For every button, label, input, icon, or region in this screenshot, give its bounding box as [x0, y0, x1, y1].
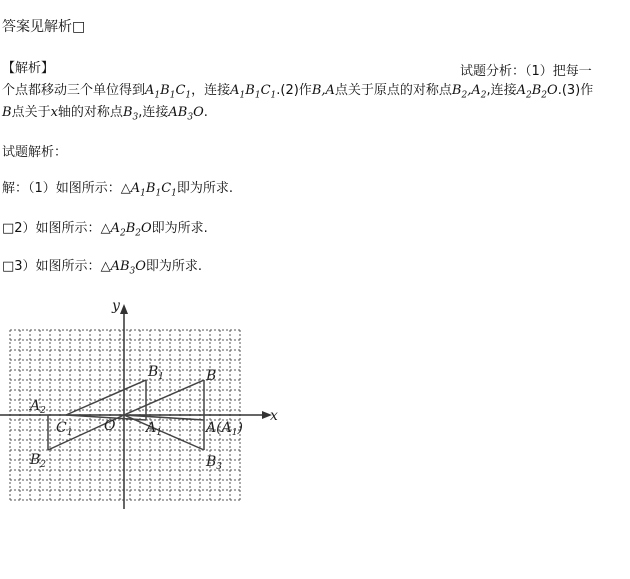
text-segment: 即为所求.	[176, 181, 234, 196]
math-a2b2o: $A_2B_2O$	[516, 83, 558, 101]
text-segment: 点关于	[11, 105, 51, 120]
solution-step-2	[2, 220, 208, 243]
solution-step-1	[2, 180, 233, 203]
point-c1-label: $C_1$	[56, 420, 73, 438]
point-a-label: $A(A_1)$	[206, 420, 243, 438]
triangle-symbol: △	[100, 221, 111, 236]
text-segment: ,连接	[138, 105, 169, 120]
math-a1b1c1: $A_1B_1C_1$	[230, 83, 277, 101]
origin-label: O	[104, 418, 116, 434]
solution-title: 试题解析：	[2, 145, 68, 160]
y-axis-arrow	[120, 304, 128, 314]
text-segment: 个点都移动三个单位得到	[2, 83, 146, 98]
segment-o-b	[124, 380, 204, 415]
math-ab3o: $AB_3O$	[110, 259, 146, 277]
point-b1-label: $B_1$	[148, 364, 165, 382]
triangle-symbol: △	[100, 259, 111, 274]
math-a2b2o: $A_2B_2O$	[110, 221, 152, 239]
text-segment: ,连接	[486, 83, 517, 98]
math-b: B	[2, 105, 12, 120]
analysis-label: 试题分析：（1）把每一	[460, 64, 592, 79]
axis-label-x: x	[270, 408, 278, 424]
point-b2-label: $B_2$	[30, 452, 47, 470]
math-ab3o: $AB_3O$	[168, 105, 204, 123]
axis-label-y: y	[112, 298, 120, 314]
point-b3-label: $B_3$	[206, 454, 223, 472]
text-segment: .(2)作	[276, 83, 312, 98]
text-segment: 即为所求.	[145, 259, 203, 274]
math-x: x	[50, 105, 58, 120]
math-b3: $B_3$	[122, 105, 139, 123]
math-b2-a2: $B_2,A_2$	[451, 83, 487, 101]
triangle-symbol: △	[120, 181, 131, 196]
coordinate-figure	[0, 294, 290, 524]
segment-o-b3	[124, 415, 204, 450]
analysis-line-2	[2, 82, 593, 105]
math-a1b1c1: $A_1B_1C_1$	[145, 83, 192, 101]
solution-step-3	[2, 258, 202, 281]
point-a2-label: $A_2$	[30, 398, 46, 416]
text-segment: 轴的对称点	[57, 105, 123, 120]
answer-title: 答案见解析□	[2, 19, 86, 35]
text-segment: ，连接	[191, 83, 231, 98]
analysis-line-3: B点关于x轴的对称点$B_3$,连接$AB_3O$.	[2, 105, 208, 123]
math-b-a: B,A	[311, 83, 335, 98]
analysis-tag: 【解析】	[2, 61, 55, 76]
text-segment: □2）如图所示：	[2, 221, 101, 236]
text-segment: .(3)作	[557, 83, 594, 98]
point-b-label: B	[206, 368, 217, 384]
text-segment: 即为所求.	[151, 221, 208, 236]
math-a1b1c1: $A_1B_1C_1$	[130, 181, 177, 199]
point-a1-label: $A_1$	[146, 420, 162, 438]
text-segment: □3）如图所示：	[2, 259, 101, 274]
text-segment: 解：（1）如图所示：	[2, 181, 121, 196]
text-segment: 点关于原点的对称点	[334, 83, 452, 98]
